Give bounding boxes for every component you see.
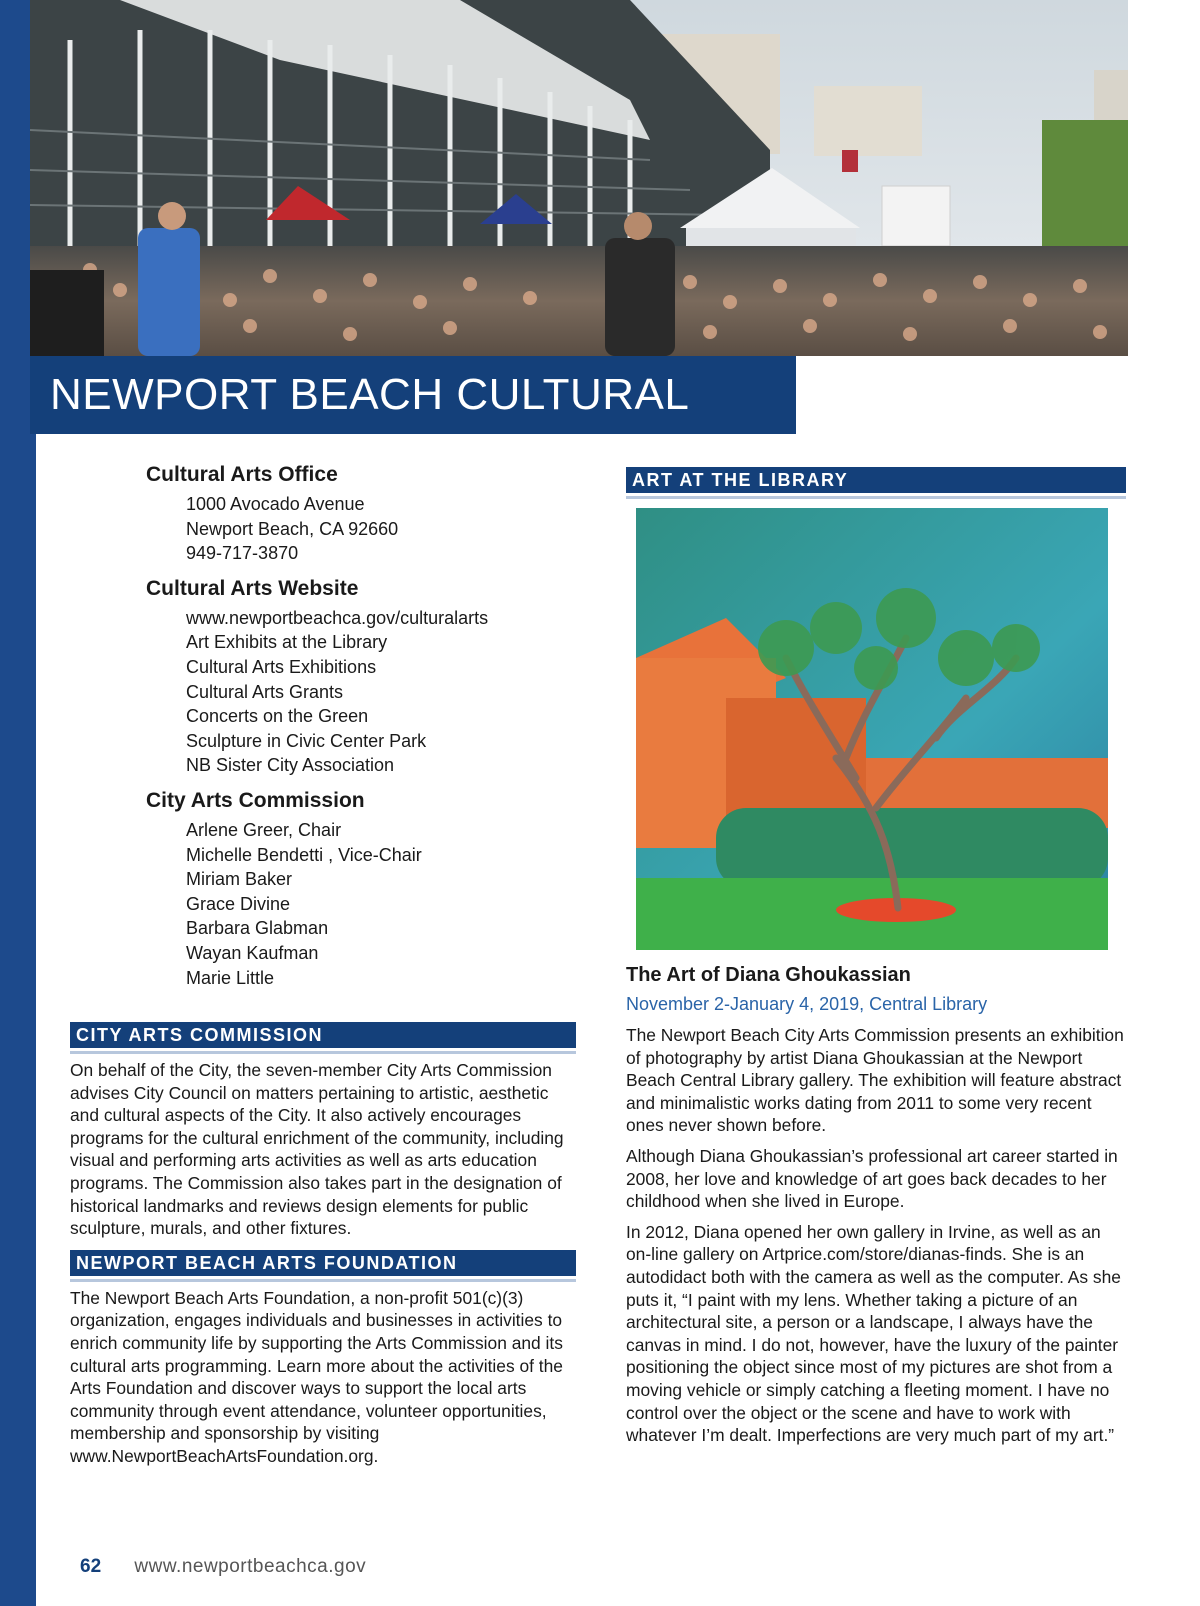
arts-foundation-body: The Newport Beach Arts Foundation, a non-profit 501(c)(3) organization, engages individuals and businesses in activities to enrich community life by supporting the Arts Commission and its cultural arts programming. Learn more about the activities of the Arts Foundation and discover ways to support the local arts community through event attendance, volunteer opportunities, membership and sponsorship by visiting www.NewportBeachArtsFoundation.org. <box>70 1287 563 1466</box>
list-item: NB Sister City Association <box>186 755 395 776</box>
page-footer <box>80 1556 366 1578</box>
list-item: Wayan Kaufman <box>186 942 319 963</box>
commission-members-heading: City Arts Commission <box>146 788 365 812</box>
hero-concert-photo <box>30 0 1128 356</box>
library-paragraph-3: In 2012, Diana opened her own gallery in Irvine, as well as an on-line gallery on Artprice.com/store/dianas-finds. She is an autodidact both with the camera as well as the computer. As she puts it, “I paint with my lens. Whether taking a picture of an architectural site, a person or a landscape, I always have the canvas in mind. I do not, however, have the luxury of the painter positioning the object since most of my pictures are shot from a moving vehicle or simply catching a fleeting moment. I have no control over the object or the scene and have to work with whatever I’m dealt. Imperfections are very much part of my art.” <box>626 1221 1121 1446</box>
list-item: Michelle Bendetti , Vice-Chair <box>186 844 422 865</box>
contact-info-block <box>146 462 576 990</box>
list-item: Miriam Baker <box>186 869 293 890</box>
office-heading: Cultural Arts Office <box>146 463 338 486</box>
website-url: www.newportbeachca.gov/culturalarts <box>186 607 489 628</box>
page-title: NEWPORT BEACH CULTURAL ARTS <box>30 356 796 434</box>
list-item: Sculpture in Civic Center Park <box>186 730 427 751</box>
library-paragraph-1: The Newport Beach City Arts Commission presents an exhibition of photography by artist Diana Ghoukassian at the Newport Beach Central Library gallery. The exhibition will feature abstract and minimalistic works dating from 2011 to some very recent ones never shown before. <box>626 1025 1124 1136</box>
list-item: Marie Little <box>186 967 275 988</box>
website-heading: Cultural Arts Website <box>146 576 359 600</box>
artwork-tree-photo <box>636 508 1108 950</box>
right-column <box>626 467 1126 1447</box>
arts-foundation-heading: NEWPORT BEACH ARTS FOUNDATION <box>70 1250 576 1279</box>
list-item: Barbara Glabman <box>186 918 329 939</box>
list-item: Grace Divine <box>186 893 291 914</box>
list-item: Cultural Arts Grants <box>186 681 344 702</box>
city-line: Newport Beach, CA 92660 <box>186 518 399 539</box>
list-item: Concerts on the Green <box>186 706 369 727</box>
library-paragraph-2: Although Diana Ghoukassian’s professional art career started in 2008, her love and knowledge of art goes back decades to her childhood when she lived in Europe. <box>626 1145 1118 1212</box>
list-item: Art Exhibits at the Library <box>186 632 388 653</box>
list-item: Arlene Greer, Chair <box>186 819 342 840</box>
city-arts-commission-body: On behalf of the City, the seven-member City Arts Commission advises City Council on matters pertaining to artistic, aesthetic and cultural aspects of the City. It also actively encourages programs for the cultural enrichment of the community, including visual and performing arts activities as well as arts education programs. The Commission also takes part in the designation of historical landmarks and reviews design elements for public sculpture, murals, and other fixtures. <box>70 1060 564 1239</box>
list-item: Cultural Arts Exhibitions <box>186 656 377 677</box>
footer-url-link[interactable]: www.newportbeachca.gov <box>134 1556 367 1577</box>
phone-line: 949-717-3870 <box>186 543 299 564</box>
commission-members-list <box>186 818 576 990</box>
art-at-library-heading: ART AT THE LIBRARY <box>626 467 1126 496</box>
art-title: The Art of Diana Ghoukassian <box>626 964 911 986</box>
left-column <box>70 462 576 1468</box>
exhibition-date: November 2-January 4, 2019, Central Library <box>626 994 988 1014</box>
office-address-list <box>186 492 576 566</box>
city-arts-commission-heading: CITY ARTS COMMISSION <box>70 1022 576 1051</box>
page-number: 62 <box>80 1556 102 1577</box>
website-list <box>186 606 576 778</box>
address-line: 1000 Avocado Avenue <box>186 494 365 514</box>
